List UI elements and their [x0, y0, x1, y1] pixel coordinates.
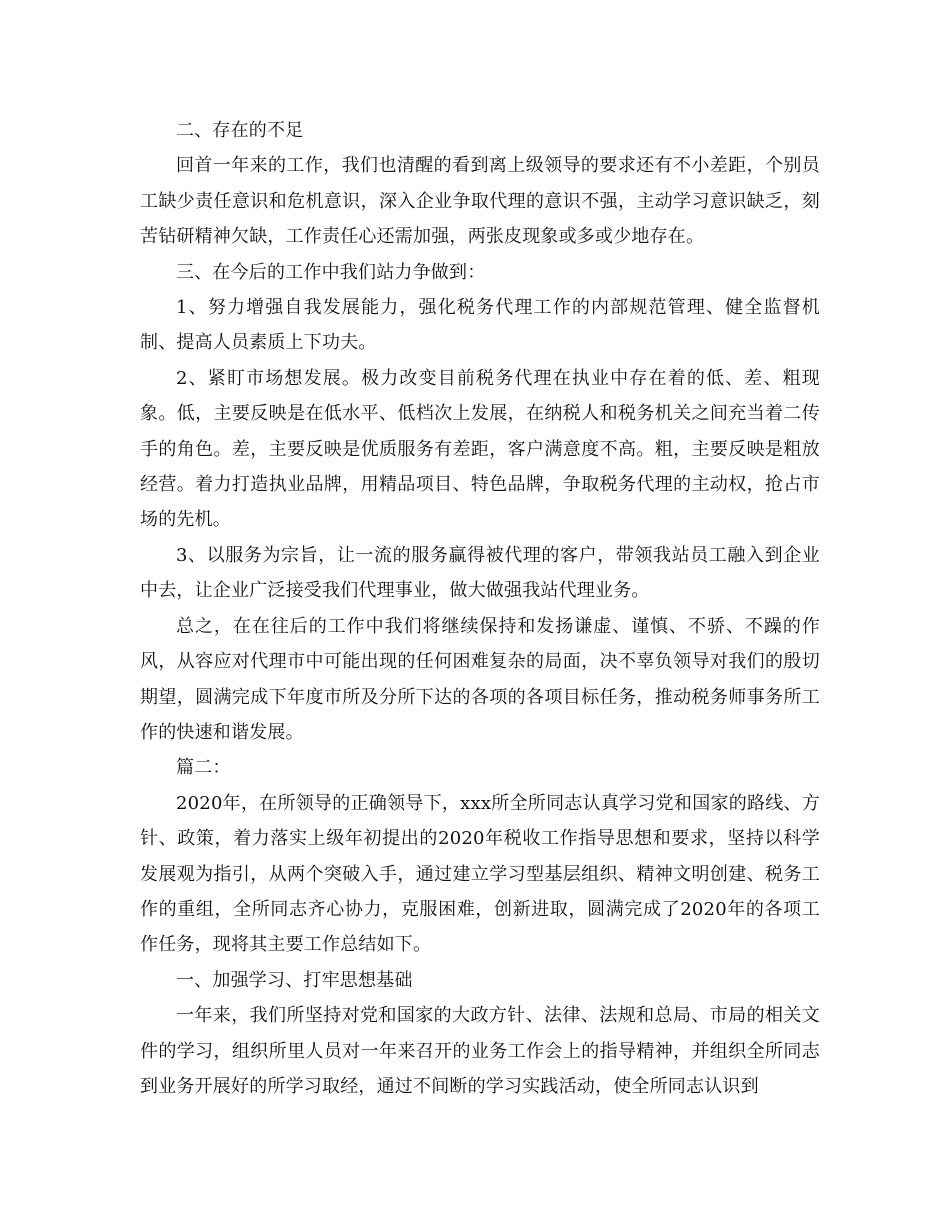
section-heading-shortcomings: 二、存在的不足: [176, 120, 304, 141]
paragraph-item-1: 1、努力增强自我发展能力，强化税务代理工作的内部规范管理、健全监督机制、提高人员素质上下功夫。: [140, 297, 820, 354]
paragraph-study: 一年来，我们所坚持对党和国家的大政方针、法律、法规和总局、市局的相关文件的学习，组织所里人员对一年来召开的业务工作会上的指导精神，并组织全所同志到业务开展好的所学习取经，通过不间断的学习实践活动，使全所同志认识到: [140, 1005, 820, 1097]
paragraph-shortcomings: 回首一年来的工作，我们也清醒的看到离上级领导的要求还有不小差距，个别员工缺少责任意识和危机意识，深入企业争取代理的意识不强，主动学习意识缺乏，刻苦钻研精神欠缺，工作责任心还需加强，两张皮现象或多或少地存在。: [140, 155, 820, 248]
section-heading-future-work: 三、在今后的工作中我们站力争做到：: [176, 261, 486, 283]
section-heading-study: 一、加强学习、打牢思想基础: [176, 969, 413, 991]
document-body: [140, 113, 820, 1104]
paragraph-conclusion: 总之，在在往后的工作中我们将继续保持和发扬谦虚、谨慎、不骄、不躁的作风，从容应对代理市中可能出现的任何困难复杂的局面，决不辜负领导对我们的殷切期望，圆满完成下年度市所及分所下达的各项的各项目标任务，推动税务师事务所工作的快速和谐发展。: [140, 615, 820, 743]
paragraph-item-3: 3、以服务为宗旨，让一流的服务赢得被代理的客户，带领我站员工融入到企业中去，让企业广泛接受我们代理事业，做大做强我站代理业务。: [140, 544, 820, 602]
chapter-heading-part-two: 篇二：: [176, 757, 231, 779]
paragraph-2020-intro: 2020年，在所领导的正确领导下，xxx所全所同志认真学习党和国家的路线、方针、政策，着力落实上级年初提出的2020年税收工作指导思想和要求，坚持以科学发展观为指引，从两个突破入手，通过建立学习型基层组织、精神文明创建、税务工作的重组，全所同志齐心协力，克服困难，创新进取，圆满完成了2020年的各项工作任务，现将其主要工作总结如下。: [140, 792, 820, 956]
paragraph-item-2: 2、紧盯市场想发展。极力改变目前税务代理在执业中存在着的低、差、粗现象。低，主要反映是在低水平、低档次上发展，在纳税人和税务机关之间充当着二传手的角色。差，主要反映是优质服务有差距，客户满意度不高。粗，主要反映是粗放经营。着力打造执业品牌，用精品项目、特色品牌，争取税务代理的主动权，抢占市场的先机。: [140, 367, 820, 531]
